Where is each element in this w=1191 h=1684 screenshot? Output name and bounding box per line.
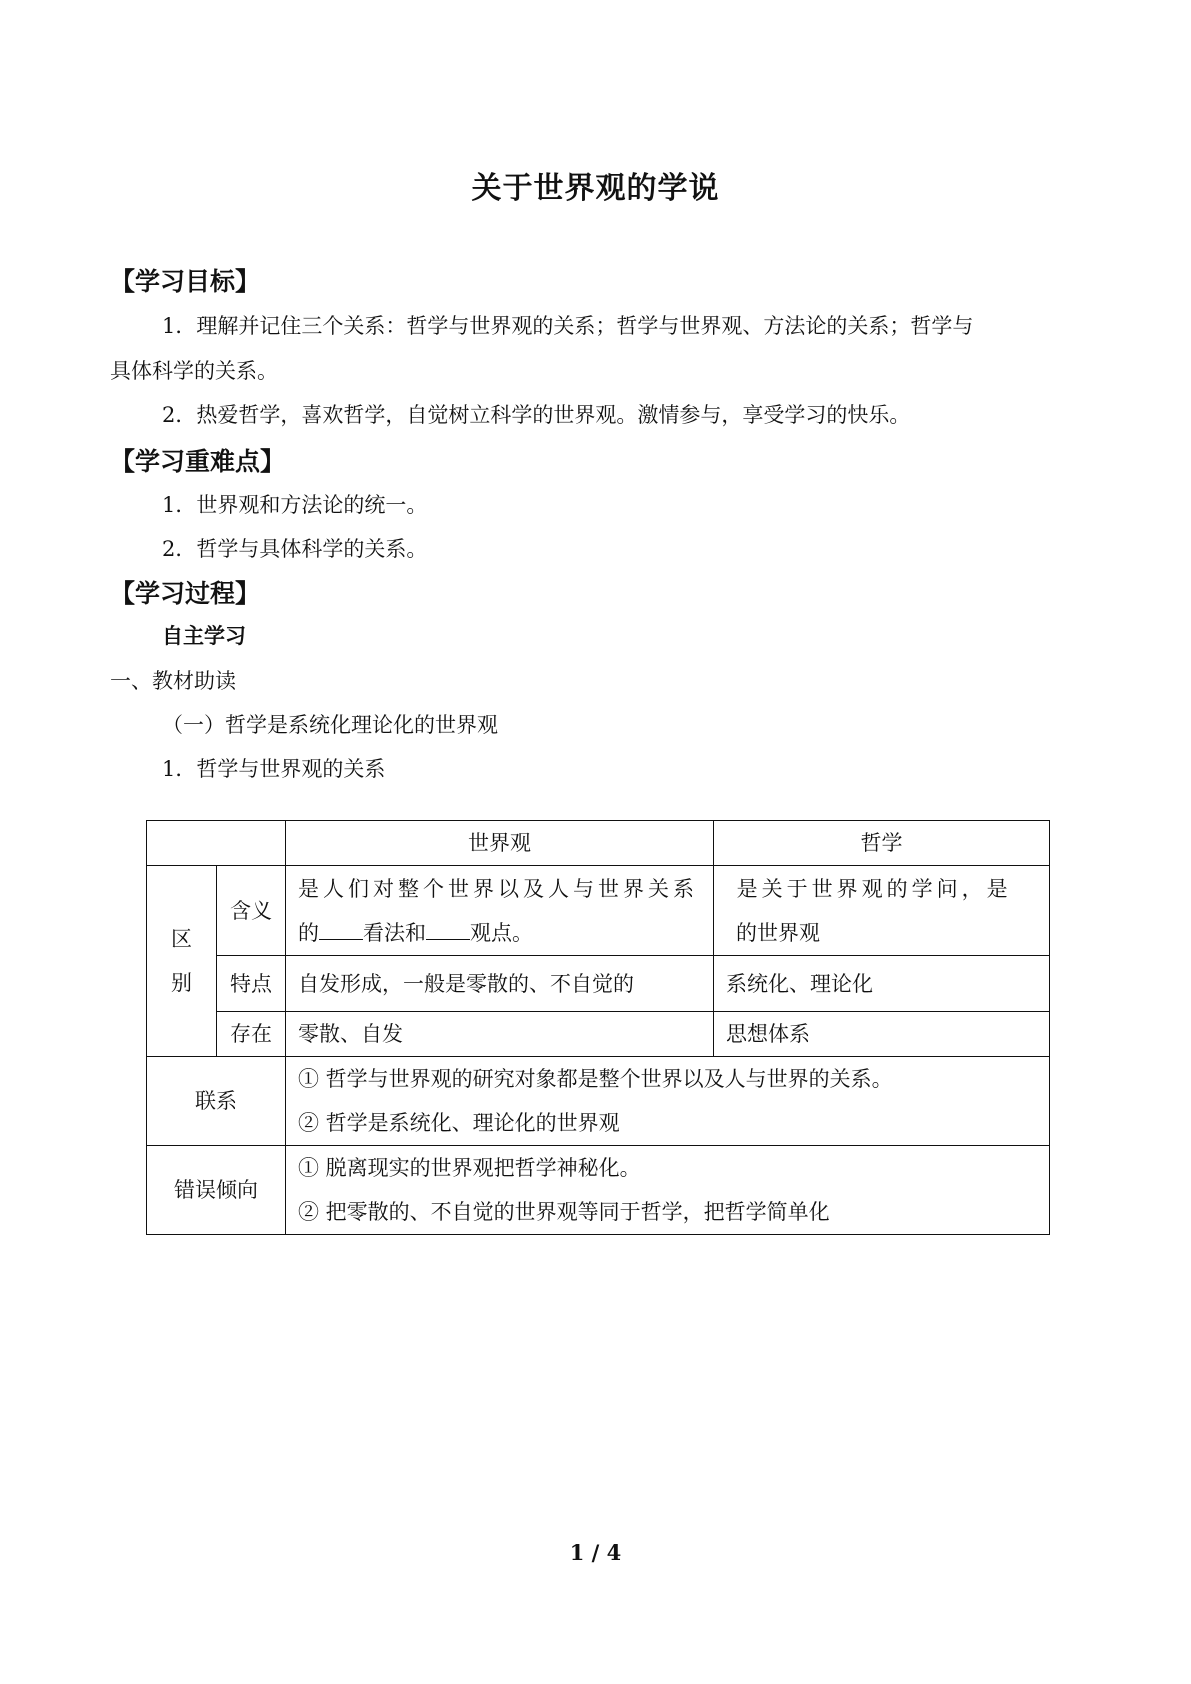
header-worldview: 世界观 (286, 821, 714, 866)
section-heading-key-points: 【学习重难点】 (110, 447, 286, 476)
row-label-connection: 联系 (147, 1057, 286, 1146)
goal-item-2: 2．热爱哲学，喜欢哲学，自觉树立科学的世界观。激情参与，享受学习的快乐。 (162, 403, 911, 427)
table-row-meaning (147, 866, 1050, 956)
item-one-heading: 1．哲学与世界观的关系 (162, 757, 386, 781)
table-row-connection (147, 1057, 1050, 1146)
existence-philosophy-cell: 思想体系 (714, 1012, 1050, 1057)
table-row-feature (147, 956, 1050, 1012)
worldview-philosophy-table (146, 820, 1050, 1235)
section-heading-process: 【学习过程】 (110, 579, 261, 608)
key-point-1: 1．世界观和方法论的统一。 (162, 493, 428, 517)
meaning-philosophy-cell: 是关于世界观的学问，是 的世界观 (714, 866, 1050, 956)
goal-item-1: 1．理解并记住三个关系：哲学与世界观的关系；哲学与世界观、方法论的关系；哲学与 (162, 314, 974, 338)
table-row-errors (147, 1146, 1050, 1235)
feature-philosophy-cell: 系统化、理论化 (714, 956, 1050, 1012)
row-label-existence: 存在 (217, 1012, 286, 1057)
difference-group-label: 区 别 (147, 866, 217, 1057)
row-label-feature: 特点 (217, 956, 286, 1012)
goal-item-1-continued: 具体科学的关系。 (110, 359, 278, 383)
row-label-errors: 错误倾向 (147, 1146, 286, 1235)
part-one-heading: 一、教材助读 (110, 669, 236, 693)
page-number: 1 / 4 (569, 1540, 622, 1565)
section-heading-goals: 【学习目标】 (110, 267, 261, 296)
fill-in-blank[interactable] (319, 919, 363, 940)
header-philosophy: 哲学 (714, 821, 1050, 866)
table-header-row (147, 821, 1050, 866)
self-study-label: 自主学习 (162, 624, 246, 648)
errors-cell: ① 脱离现实的世界观把哲学神秘化。 ② 把零散的、不自觉的世界观等同于哲学，把哲学简单化 (286, 1146, 1050, 1235)
existence-worldview-cell: 零散、自发 (286, 1012, 714, 1057)
header-empty-cell (147, 821, 286, 866)
key-point-2: 2．哲学与具体科学的关系。 (162, 537, 428, 561)
row-label-meaning: 含义 (217, 866, 286, 956)
page-title: 关于世界观的学说 (471, 171, 720, 206)
fill-in-blank[interactable] (426, 919, 470, 940)
subsection-heading: （一）哲学是系统化理论化的世界观 (162, 713, 498, 737)
table-row-existence (147, 1012, 1050, 1057)
feature-worldview-cell: 自发形成，一般是零散的、不自觉的 (286, 956, 714, 1012)
connection-cell: ① 哲学与世界观的研究对象都是整个世界以及人与世界的关系。 ② 哲学是系统化、理论化的世界观 (286, 1057, 1050, 1146)
meaning-worldview-cell: 是人们对整个世界以及人与世界关系 的 看法和 观点。 (286, 866, 714, 956)
